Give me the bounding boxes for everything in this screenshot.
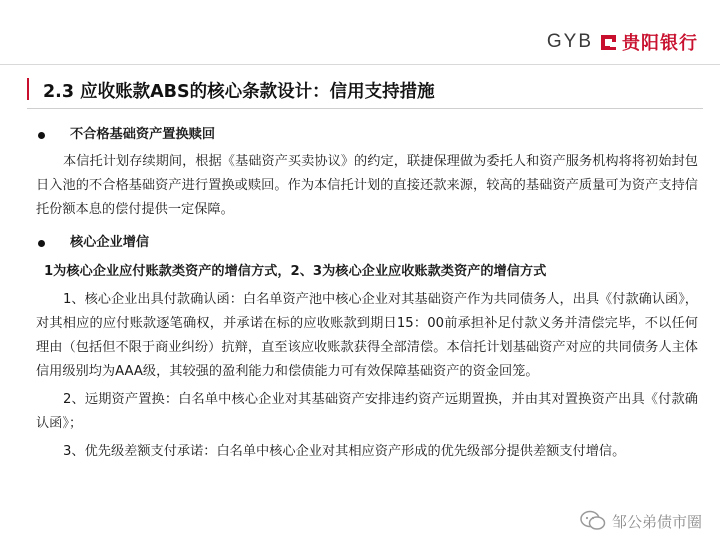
section-heading-replacement (36, 120, 698, 150)
credit-item-3: 3、优先级差额支付承诺：白名单中核心企业对其相应资产形成的优先级部分提供差额支付增信。 (63, 444, 626, 459)
section1-heading: 不合格基础资产置换赎回 (70, 127, 216, 142)
header-divider (0, 64, 720, 65)
watermark (580, 510, 702, 532)
credit-item-2: 2、远期资产置换：白名单中核心企业对其基础资产安排违约资产远期置换，并由其对置换资产出具《付款确认函》； (36, 392, 698, 431)
credit-item-1: 1、核心企业出具付款确认函：白名单资产池中核心企业对其基础资产作为共同债务人，出具《付款确认函》，对其相应的应付账款逐笔确权，并承诺在标的应收账款到期日15：00前承担补足付款义务并清偿完毕，不以任何理由（包括但不限于商业纠纷）抗辩，直至该应收账款获得全部清偿。本信托计划基础资产对应的共同债务人主体信用级别均为AAA级，其较强的盈利能力和偿债能力可有效保障基础资产的资金回笼。 (36, 292, 698, 379)
logo-latin: GYB (546, 31, 593, 52)
bank-logo (547, 30, 698, 54)
bank-logo-icon (601, 35, 616, 50)
title-bar (0, 70, 720, 110)
watermark-text: 邹公弟债市圈 (611, 512, 702, 531)
slide-content (36, 120, 698, 464)
wechat-icon (580, 510, 606, 532)
title-accent (27, 78, 29, 100)
section-heading-credit (36, 228, 698, 258)
bullet-dot-icon (38, 132, 45, 139)
title-divider (27, 108, 703, 109)
section1-body: 本信托计划存续期间，根据《基础资产买卖协议》的约定，联捷保理做为委托人和资产服务机构将将初始封包日入池的不合格基础资产进行置换或赎回。作为本信托计划的直接还款来源，较高的基础资产质量可为资产支持信托份额本息的偿付提供一定保障。 (36, 154, 698, 217)
logo-chinese: 贵阳银行 (622, 33, 698, 54)
bullet-dot-icon (38, 240, 45, 247)
page-title: 2.3 应收账款ABS的核心条款设计：信用支持措施 (43, 82, 435, 102)
section2-subheading: 1为核心企业应付账款类资产的增信方式，2、3为核心企业应收账款类资产的增信方式 (44, 264, 547, 279)
section2-heading: 核心企业增信 (70, 235, 150, 250)
